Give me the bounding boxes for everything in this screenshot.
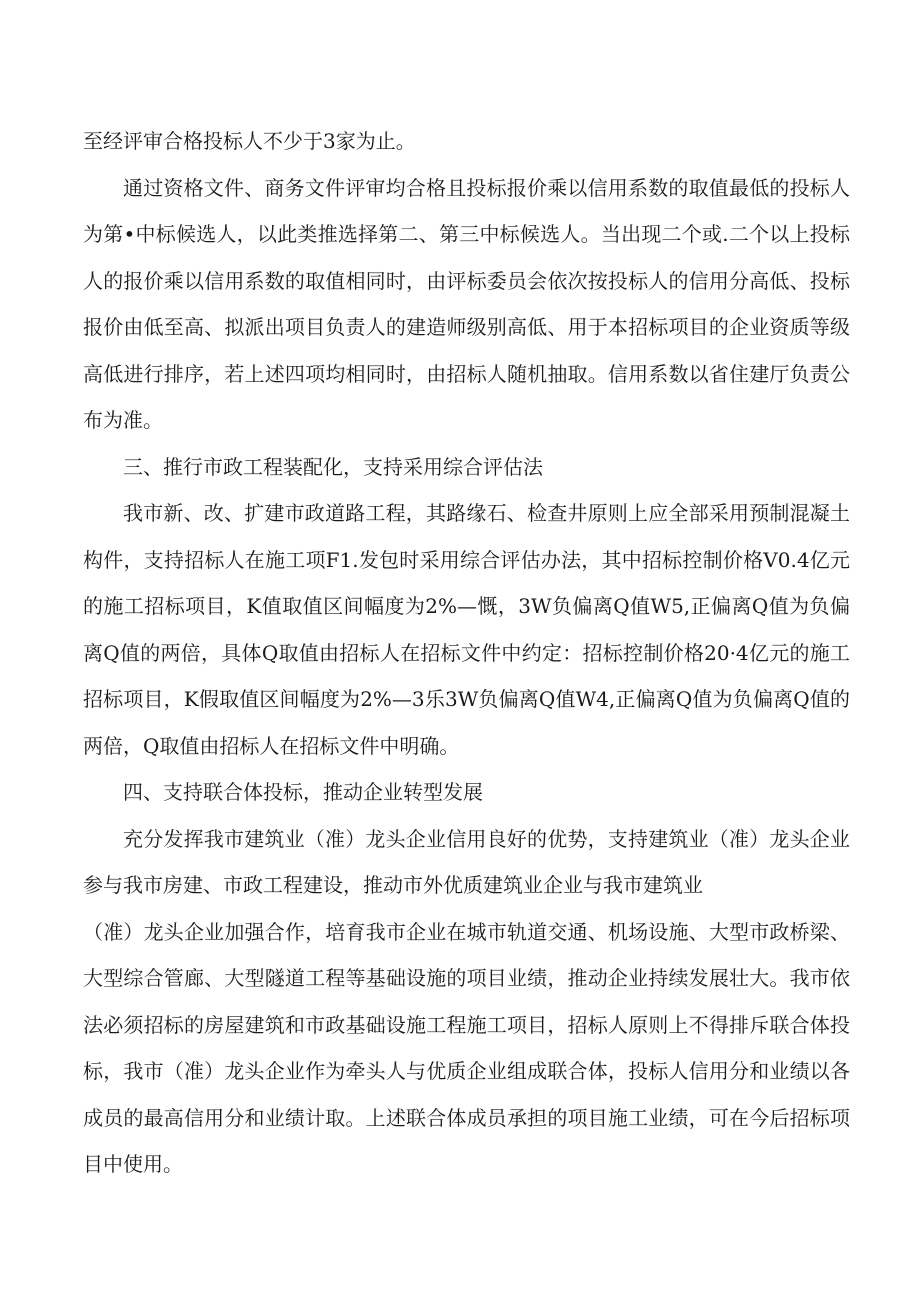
- paragraph-candidate-selection: 通过资格文件、商务文件评审均合格且投标报价乘以信用系数的取值最低的投标人为第•中标候选人，以此类推选择第二、第三中标候选人。当出现二个或.二个以上投标人的报价乘以信用系数的取值相同时，由评标委员会依次按投标人的信用分高低、投标报价由低至高、拟派出项目负责人的建造师级别高低、用于本招标项目的企业资质等级高低进行排序，若上述四项均相同时，由招标人随机抽取。信用系数以省住建厅负责公布为准。: [83, 175, 850, 432]
- paragraph-consortium-body: （准）龙头企业加强合作，培育我市企业在城市轨道交通、机场设施、大型市政桥梁、大型综合管廊、大型隧道工程等基础设施的项目业绩，推动企业持续发展壮大。我市依法必须招标的房屋建筑和市政基础设施工程施工项目，招标人原则上不得排斥联合体投标，我市（准）龙头企业作为牵头人与优质企业组成联合体，投标人信用分和业绩以各成员的最高信用分和业绩计取。上述联合体成员承担的项目施工业绩，可在今后招标项目中使用。: [83, 919, 850, 1176]
- paragraph-consortium-intro: 充分发挥我市建筑业（准）龙头企业信用良好的优势，支持建筑业（准）龙头企业参与我市房建、市政工程建设，推动市外优质建筑业企业与我市建筑业: [83, 826, 850, 897]
- section-heading-3: 三、推行市政工程装配化，支持采用综合评估法: [123, 454, 543, 479]
- paragraph-continuation: 至经评审合格投标人不少于3家为止。: [83, 129, 416, 153]
- paragraph-municipal-prefab: 我市新、改、扩建市政道路工程，其路缘石、检查井原则上应全部采用预制混凝土构件，支持招标人在施工项F1.发包时采用综合评估办法，其中招标控制价格V0.4亿元的施工招标项目，K值取值区间幅度为2%—慨，3W负偏离Q值W5,正偏离Q值为负偏离Q值的两倍，具体Q取值由招标人在招标文件中约定：招标控制价格20·4亿元的施工招标项目，K假取值区间幅度为2%—3乐3W负偏离Q值W4,正偏离Q值为负偏离Q值的两倍，Q取值由招标人在招标文件中明确。: [83, 501, 850, 758]
- section-heading-4: 四、支持联合体投标，推动企业转型发展: [123, 780, 483, 804]
